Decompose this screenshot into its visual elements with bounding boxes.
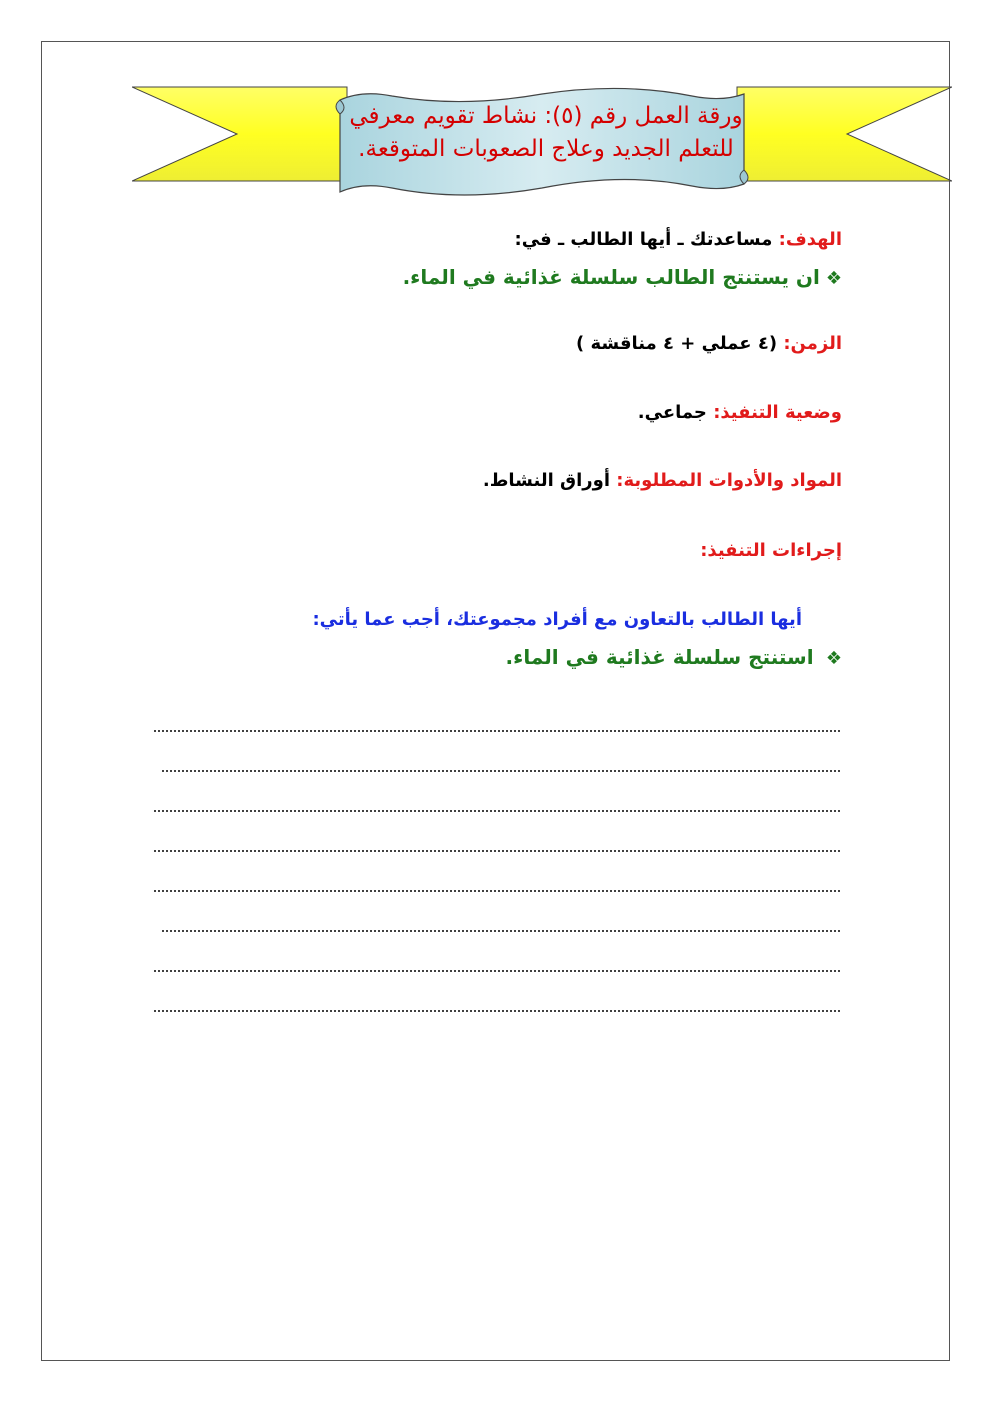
materials-label: المواد والأدوات المطلوبة: bbox=[616, 470, 842, 491]
answer-line[interactable] bbox=[153, 809, 841, 813]
materials-row bbox=[483, 470, 842, 491]
procedures-label: إجراءات التنفيذ: bbox=[700, 540, 842, 561]
diamond-bullet-icon: ❖ bbox=[825, 268, 842, 289]
goal-bullet bbox=[403, 265, 842, 289]
procedures-row bbox=[700, 540, 842, 561]
procedures-bullet bbox=[506, 645, 843, 669]
time-text: (٤ عملي + ٤ مناقشة ) bbox=[575, 333, 778, 354]
diamond-bullet-icon: ❖ bbox=[825, 648, 842, 669]
title-line-2: للتعلم الجديد وعلاج الصعوبات المتوقعة. bbox=[358, 136, 734, 162]
procedures-instruction: أيها الطالب بالتعاون مع أفراد مجموعتك، أجب عما يأتي: bbox=[312, 609, 802, 630]
answer-line[interactable] bbox=[153, 729, 841, 733]
mode-row bbox=[638, 402, 842, 423]
time-label: الزمن: bbox=[783, 333, 842, 354]
goal-row bbox=[515, 229, 842, 250]
materials-text: أوراق النشاط. bbox=[482, 470, 611, 491]
title-line-1: ورقة العمل رقم (٥): نشاط تقويم معرفي bbox=[349, 103, 743, 129]
procedures-bullet-text: استنتج سلسلة غذائية في الماء. bbox=[505, 645, 814, 669]
answer-line[interactable] bbox=[153, 889, 841, 893]
goal-text: مساعدتك ـ أيها الطالب ـ في: bbox=[514, 229, 773, 250]
answer-line[interactable] bbox=[161, 929, 841, 933]
answer-line[interactable] bbox=[153, 849, 841, 853]
mode-label: وضعية التنفيذ: bbox=[713, 402, 842, 423]
worksheet-title bbox=[340, 100, 752, 192]
answer-line[interactable] bbox=[161, 769, 841, 773]
answer-line[interactable] bbox=[153, 969, 841, 973]
time-row bbox=[576, 333, 842, 354]
goal-label: الهدف: bbox=[778, 229, 842, 250]
mode-text: جماعي. bbox=[637, 402, 707, 423]
answer-line[interactable] bbox=[153, 1009, 841, 1013]
goal-bullet-text: ان يستنتج الطالب سلسلة غذائية في الماء. bbox=[402, 265, 820, 289]
